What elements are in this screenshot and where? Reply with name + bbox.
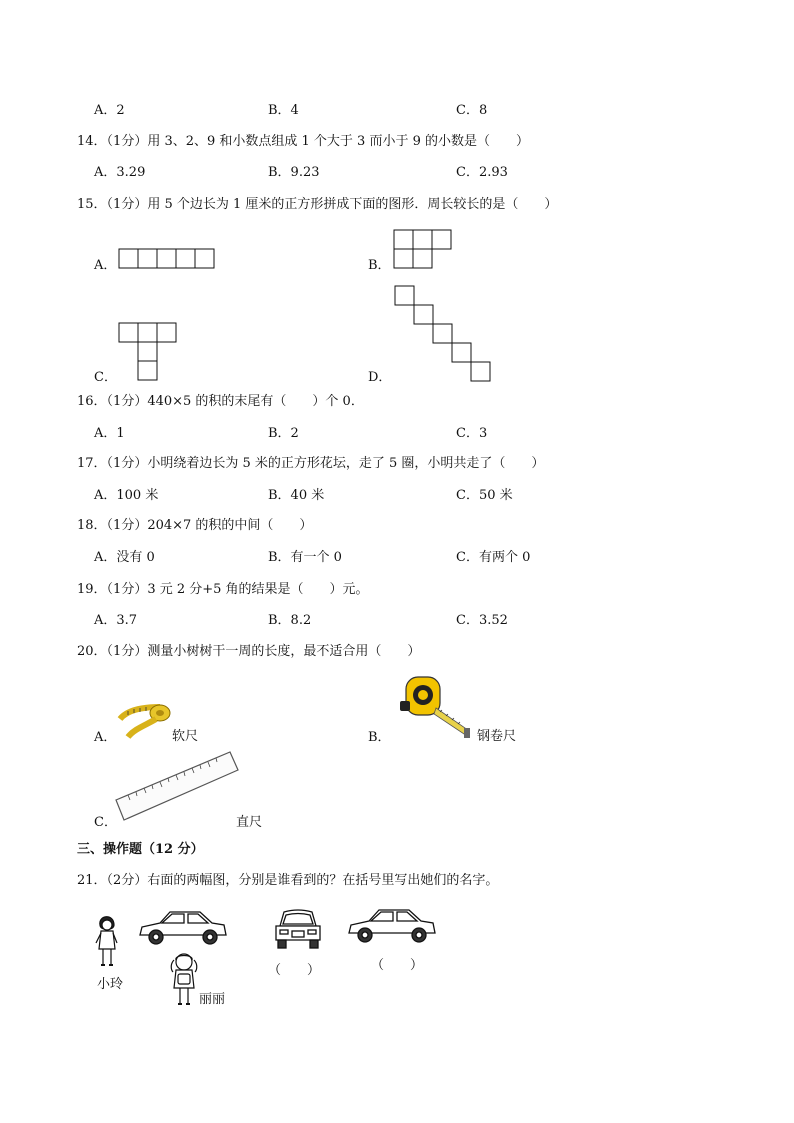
q15-label-b: B．	[368, 258, 391, 273]
q20-label-c: C．	[94, 815, 117, 830]
q16-text: 16．（1分）440×5 的积的末尾有（ ）个 0．	[77, 394, 364, 409]
section-3-heading: 三、操作题（12 分）	[77, 842, 204, 857]
q15-shape-c	[118, 322, 180, 382]
q20-soft-ruler-label: 软尺	[172, 729, 199, 744]
q13-option-b: B．4	[268, 103, 299, 118]
q15-shape-d	[394, 285, 494, 383]
q17-option-c: C．50 米	[456, 488, 513, 503]
q20-label-b: B．	[368, 730, 391, 745]
soft-tape-measure-icon	[116, 695, 172, 741]
q16-option-c: C．3	[456, 426, 488, 441]
q15-label-c: C．	[94, 370, 117, 385]
q15-label-d: D．	[368, 370, 392, 385]
car-side-view-icon	[136, 907, 230, 951]
steel-tape-measure-icon	[396, 674, 476, 742]
q19-option-a: A．3.7	[94, 613, 138, 628]
q19-option-b: B．8.2	[268, 613, 312, 628]
q16-option-b: B．2	[268, 426, 299, 441]
q20-text: 20．（1分）测量小树树干一周的长度，最不适合用（ ）	[77, 644, 421, 659]
q18-text: 18．（1分）204×7 的积的中间（ ）	[77, 518, 313, 533]
q15-label-a: A．	[94, 258, 117, 273]
q15-text: 15．（1分）用 5 个边长为 1 厘米的正方形拼成下面的图形．周长较长的是（ ）	[77, 197, 558, 212]
q21-blank-2: （ ）	[371, 958, 424, 973]
q16-option-a: A．1	[94, 426, 125, 441]
q14-option-b: B．9.23	[268, 165, 320, 180]
q19-option-c: C．3.52	[456, 613, 508, 628]
q17-option-b: B．40 米	[268, 488, 325, 503]
q15-shape-a	[118, 248, 218, 270]
q14-option-a: A．3.29	[94, 165, 146, 180]
q21-blank-1: （ ）	[268, 963, 321, 978]
q14-text: 14．（1分）用 3、2、9 和小数点组成 1 个大于 3 而小于 9 的小数是（ ）	[77, 134, 529, 149]
q17-option-a: A．100 米	[94, 488, 159, 503]
q21-text: 21．（2分）右面的两幅图，分别是谁看到的？在括号里写出她们的名字。	[77, 873, 499, 888]
straight-ruler-icon	[112, 748, 240, 828]
q14-option-c: C．2.93	[456, 165, 508, 180]
q18-option-b: B．有一个 0	[268, 550, 342, 565]
q20-ruler-label: 直尺	[236, 815, 263, 830]
girl-xiaoling-icon	[92, 913, 122, 973]
q18-option-a: A．没有 0	[94, 550, 155, 565]
person-lili-label: 丽丽	[199, 992, 226, 1007]
q15-shape-b	[393, 229, 455, 271]
q13-option-a: A．2	[94, 103, 125, 118]
girl-lili-icon	[168, 950, 200, 1010]
q17-text: 17．（1分）小明绕着边长为 5 米的正方形花坛，走了 5 圈，小明共走了（ ）	[77, 456, 545, 471]
q20-steel-tape-label: 钢卷尺	[477, 729, 517, 744]
person-xiaoling-label: 小玲	[97, 977, 124, 992]
q19-text: 19．（1分）3 元 2 分+5 角的结果是（ ）元。	[77, 582, 369, 597]
q13-option-c: C．8	[456, 103, 488, 118]
car-side-view-icon-2	[345, 905, 439, 949]
q18-option-c: C．有两个 0	[456, 550, 531, 565]
car-front-view-icon	[272, 906, 324, 952]
q20-label-a: A．	[94, 730, 117, 745]
